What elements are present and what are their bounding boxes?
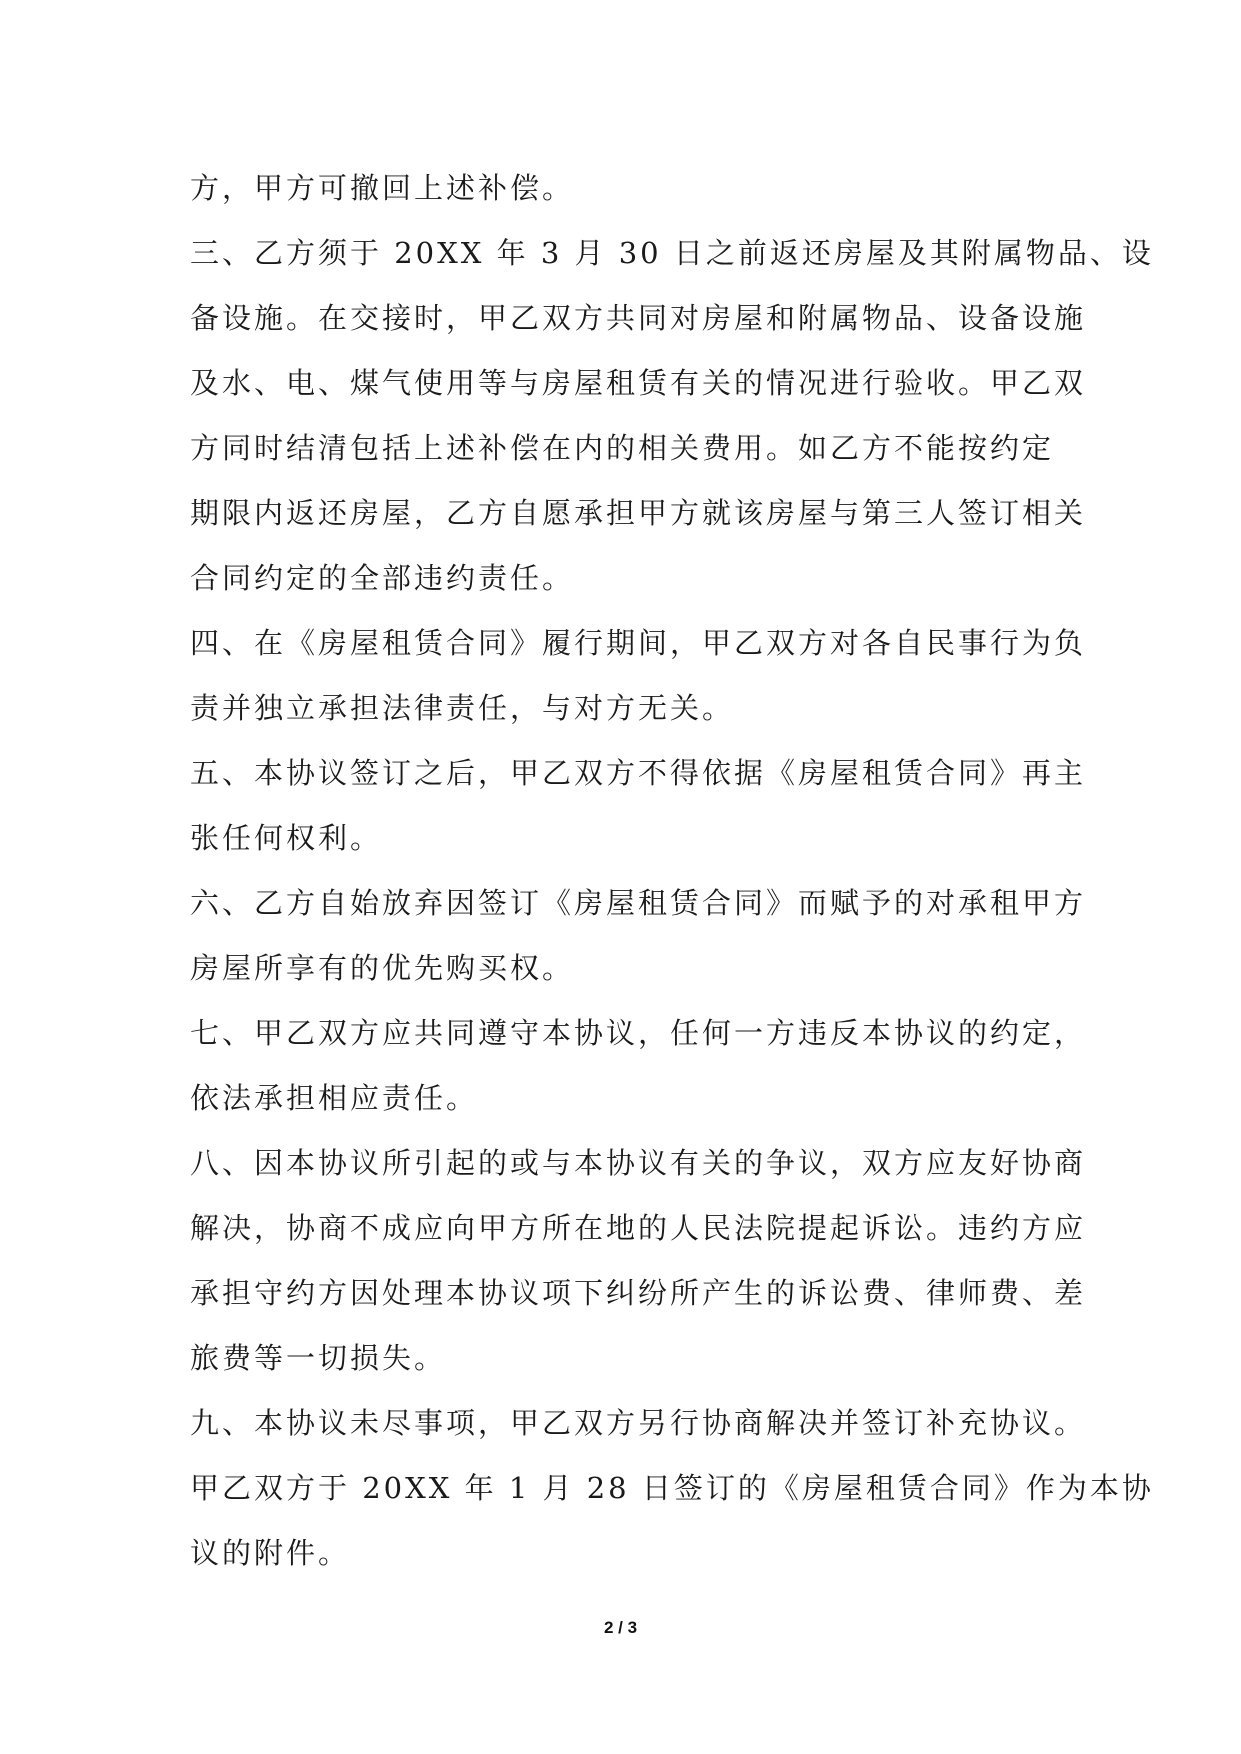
text-line: 五、本协议签订之后，甲乙双方不得依据《房屋租赁合同》再主 <box>190 756 1087 790</box>
text-line: 九、本协议未尽事项，甲乙双方另行协商解决并签订补充协议。 <box>190 1406 1087 1440</box>
document-body <box>190 156 1154 1586</box>
text-line: 方同时结清包括上述补偿在内的相关费用。如乙方不能按约定 <box>190 431 1055 465</box>
text-line: 张任何权利。 <box>190 821 383 855</box>
text-line: 议的附件。 <box>190 1536 351 1570</box>
text-line: 合同约定的全部违约责任。 <box>190 561 575 595</box>
text-line: 三、乙方须于 20XX 年 3 月 30 日之前返还房屋及其附属物品、设 <box>190 236 1154 270</box>
text-line: 及水、电、煤气使用等与房屋租赁有关的情况进行验收。甲乙双 <box>190 366 1087 400</box>
text-line: 备设施。在交接时，甲乙双方共同对房屋和附属物品、设备设施 <box>190 301 1087 335</box>
text-line: 七、甲乙双方应共同遵守本协议，任何一方违反本协议的约定， <box>190 1016 1087 1050</box>
text-line: 四、在《房屋租赁合同》履行期间，甲乙双方对各自民事行为负 <box>190 626 1087 660</box>
text-line: 甲乙双方于 20XX 年 1 月 28 日签订的《房屋租赁合同》作为本协 <box>190 1471 1154 1505</box>
text-line: 六、乙方自始放弃因签订《房屋租赁合同》而赋予的对承租甲方 <box>190 886 1087 920</box>
page-number: 2 / 3 <box>603 1618 638 1637</box>
text-line: 房屋所享有的优先购买权。 <box>190 951 575 985</box>
text-line: 方，甲方可撤回上述补偿。 <box>190 171 575 205</box>
text-line: 责并独立承担法律责任，与对方无关。 <box>190 691 735 725</box>
text-line: 期限内返还房屋，乙方自愿承担甲方就该房屋与第三人签订相关 <box>190 496 1087 530</box>
text-line: 旅费等一切损失。 <box>190 1341 447 1375</box>
text-line: 解决，协商不成应向甲方所在地的人民法院提起诉讼。违约方应 <box>190 1211 1087 1245</box>
text-line: 八、因本协议所引起的或与本协议有关的争议，双方应友好协商 <box>190 1146 1087 1180</box>
text-line: 依法承担相应责任。 <box>190 1081 479 1115</box>
text-line: 承担守约方因处理本协议项下纠纷所产生的诉讼费、律师费、差 <box>190 1276 1087 1310</box>
